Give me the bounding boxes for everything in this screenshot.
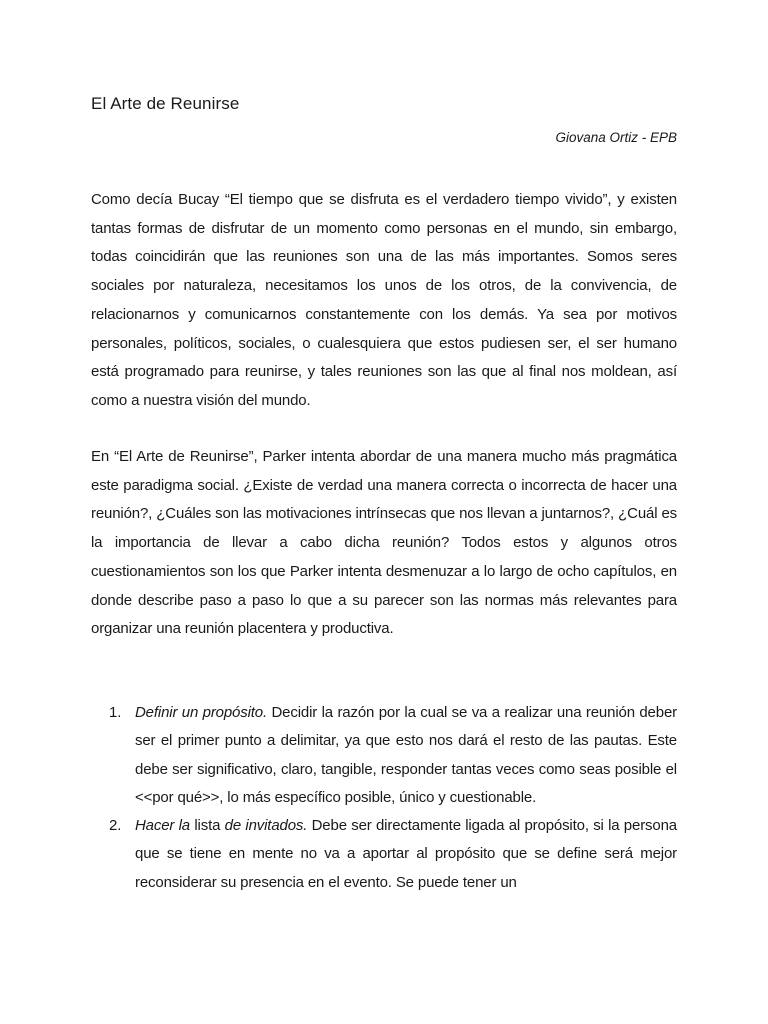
list-item bbox=[91, 812, 677, 897]
list-item bbox=[91, 699, 677, 812]
list-item-title-part-a: Hacer la bbox=[135, 817, 190, 835]
paragraph-intro: Como decía Bucay “El tiempo que se disfruta es el verdadero tiempo vivido”, y existen tantas formas de disfrutar de un momento como personas en el mundo, sin embargo, todas coincidirán que las reuniones son una de las más importantes. Somos seres sociales por naturaleza, necesitamos los unos de los otros, de la convivencia, de relacionarnos y comunicarnos constantemente con los demás. Ya sea por motivos personales, políticos, sociales, o cualesquiera que estos pudiesen ser, el ser humano está programado para reunirse, y tales reuniones son las que al final nos moldean, así como a nuestra visión del mundo. bbox=[91, 191, 677, 409]
list-item-title: Definir un propósito. bbox=[135, 704, 268, 721]
list-item-title-plain: lista bbox=[194, 817, 221, 835]
document-author: Giovana Ortiz - EPB bbox=[555, 130, 677, 145]
list-item-text: Debe ser directamente ligada al propósito, si la persona que se tiene en mente no va a aportar al propósito que se define será mejor reconsiderar su presencia en el evento. Se puede tener un bbox=[135, 817, 677, 891]
list-item-number: 1. bbox=[109, 704, 122, 721]
list-item-title-part-b: de invitados. bbox=[224, 817, 308, 835]
list-item-number: 2. bbox=[109, 817, 122, 835]
document-title: El Arte de Reunirse bbox=[91, 94, 240, 113]
list-item-text: Decidir la razón por la cual se va a realizar una reunión deber ser el primer punto a delimitar, ya que esto nos dará el resto de las pautas. Este debe ser significativo, claro, tangible, responder tantas veces como seas posible el <<por qué>>, lo más específico posible, único y cuestionable. bbox=[135, 704, 677, 806]
paragraph-parker: En “El Arte de Reunirse”, Parker intenta abordar de una manera mucho más pragmática este paradigma social. ¿Existe de verdad una manera correcta o incorrecta de hacer una reunión?, ¿Cuáles son las motivaciones intrínsecas que nos llevan a juntarnos?, ¿Cuál es la importancia de llevar a cabo dicha reunión? Todos estos y algunos otros cuestionamientos son los que Parker intenta desmenuzar a lo largo de ocho capítulos, en donde describe paso a paso lo que a su parecer son las normas más relevantes para organizar una reunión placentera y productiva. bbox=[91, 448, 677, 638]
numbered-list bbox=[91, 699, 677, 897]
